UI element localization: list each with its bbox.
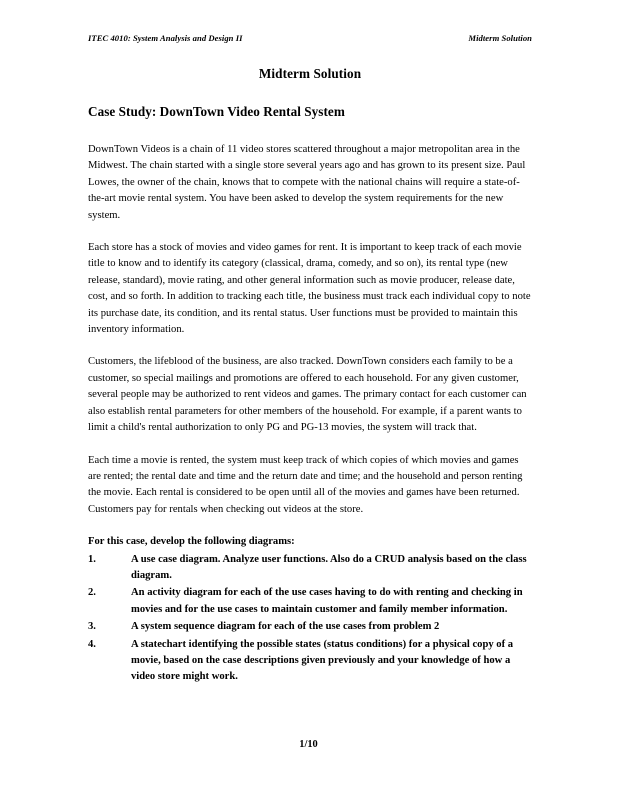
list-item-label: A system sequence diagram for each of the use cases from problem 2	[131, 621, 440, 633]
tasks-lead-in: For this case, develop the following diagrams:	[88, 536, 295, 548]
list-item-number: 3.	[88, 621, 96, 633]
header-course-title: ITEC 4010: System Analysis and Design II	[88, 33, 243, 43]
paragraph-customers: Customers, the lifeblood of the business, are also tracked. DownTown considers each family to be a customer, so special mailings and promotions are offered to each household. For any given customer, several people may be authorized to rent videos and games. The primary contact for each customer can also establish rental parameters for other members of the household. For example, if a parent wants to limit a child's rental authorization to only PG and PG-13 movies, the system will track that.	[88, 356, 527, 434]
case-study-heading: Case Study: DownTown Video Rental System	[88, 104, 345, 119]
list-item-number: 1.	[88, 553, 96, 565]
paragraph-overview: DownTown Videos is a chain of 11 video stores scattered throughout a major metropolitan area in the Midwest. The chain started with a single store several years ago and has grown to its present size. Paul Lowes, the owner of the chain, knows that to compete with the national chains will require a state-of-the-art movie rental system. You have been asked to develop the system requirements for the new system.	[88, 144, 526, 221]
list-item-label: A statechart identifying the possible states (status conditions) for a physical copy of a movie, based on the case descriptions given previously and your knowledge of how a video store might work.	[131, 638, 514, 683]
paragraph-inventory: Each store has a stock of movies and video games for rent. It is important to keep track of each movie title to know and to identify its category (classical, drama, comedy, and so on), its rental type (new release, standard), movie rating, and other general information such as movie producer, release date, cost, and so forth. In addition to tracking each title, the business must track each individual copy to note its purchase date, its condition, and its rental status. User functions must be provided to maintain this inventory information.	[88, 242, 531, 336]
page-title: Midterm Solution	[258, 66, 362, 81]
page-footer	[0, 739, 617, 750]
list-item-number: 2.	[88, 587, 96, 599]
list-item	[88, 637, 532, 686]
list-item	[88, 552, 532, 585]
list-item	[88, 585, 532, 618]
list-item-number: 4.	[88, 638, 96, 650]
document-content	[88, 66, 532, 687]
page-number: 1/10	[299, 739, 318, 750]
paragraph-rentals: Each time a movie is rented, the system must keep track of which copies of which movies and games are rented; the rental date and time and the return date and time; and the household and person renting the movie. Each rental is considered to be open until all of the movies and games have been returned. Customers pay for rentals when checking out videos at the store.	[88, 454, 523, 515]
list-item-label: An activity diagram for each of the use cases having to do with renting and checking in movies and for the use cases to maintain customer and family member information.	[131, 587, 523, 615]
header-document-title: Midterm Solution	[468, 33, 532, 43]
running-header	[88, 33, 532, 43]
list-item-label: A use case diagram. Analyze user functions. Also do a CRUD analysis based on the class diagram.	[131, 553, 527, 581]
list-item	[88, 619, 532, 635]
task-list	[88, 552, 532, 686]
